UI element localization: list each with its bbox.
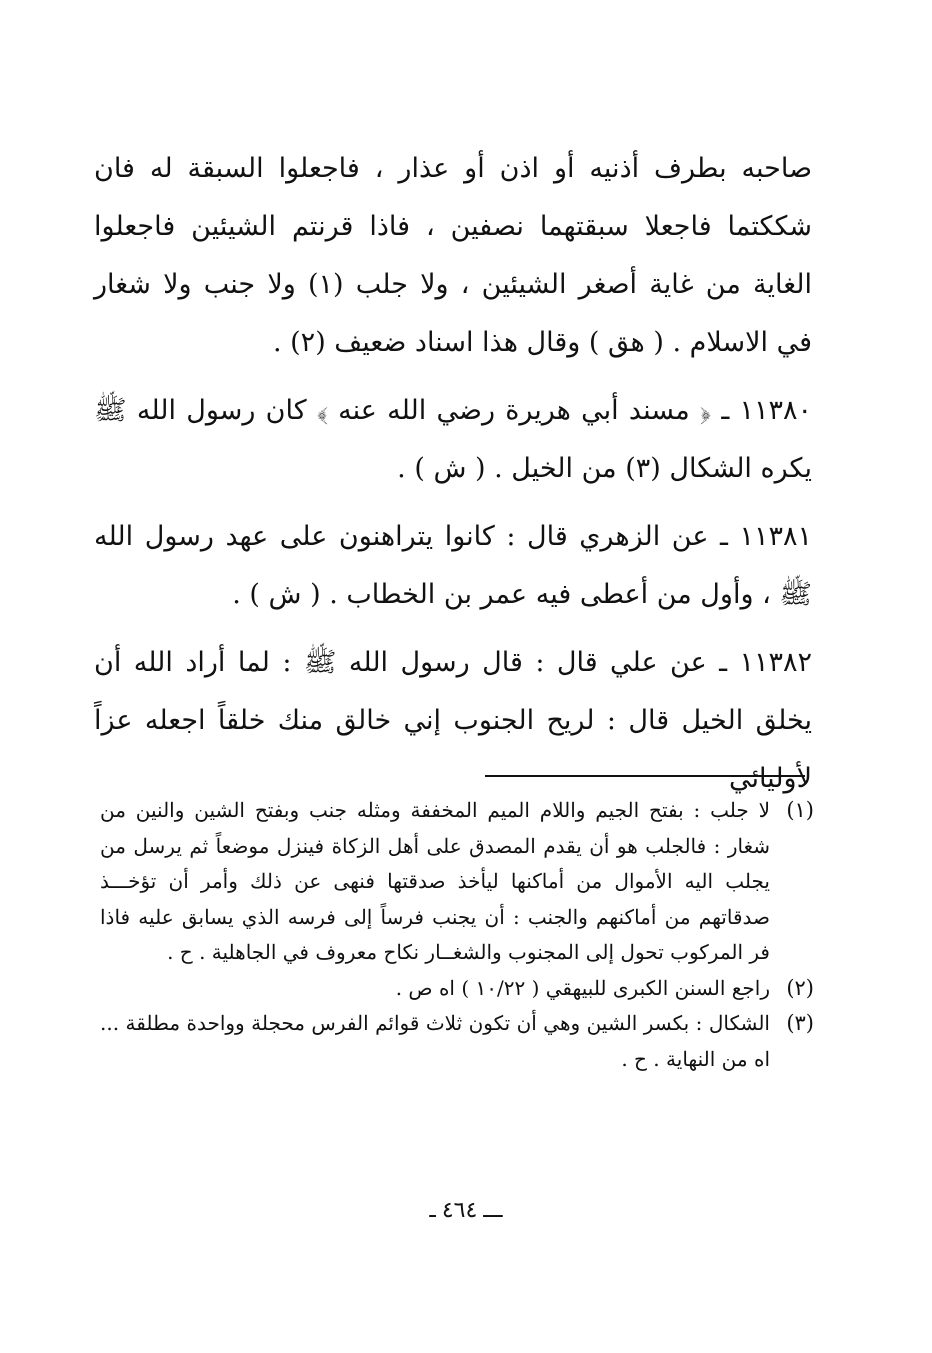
footnote-text: لا جلب : بفتح الجيم واللام الميم المخففة ومثله جنب وبفتح الشين والنين من شغار : فالجلب هو أن يقدم المصدق على أهل الزكاة فينزل موضعاً ثم يرسل من يجلب اليه الأموال من أماكنها ليأخذ صدقتها فنهى عن ذلك وأمر أن تؤخـــذ صدقاتهم من أماكنهم والجنب : أن يجنب فرساً إلى فرسه الذي يسابق عليه فاذا فر المركوب تحول إلى المجنوب والشغــار نكاح معروف في الجاهلية . ح . bbox=[100, 798, 770, 964]
hadith-11382: ١١٣٨٢ ـ عن علي قال : قال رسول الله ﷺ : لما أراد الله أن يخلق الخيل قال : لريح الجنوب إني خالق منك خلقاً اجعله عزاً لأوليائي bbox=[94, 647, 812, 794]
footnotes bbox=[100, 793, 814, 1077]
footnote-text: الشكال : بكسر الشين وهي أن تكون ثلاث قوائم الفرس محجلة وواحدة مطلقة ... اه من النهاية . ح . bbox=[100, 1011, 770, 1071]
footnote-number: (١) bbox=[786, 798, 814, 822]
hadith-11380: ١١٣٨٠ ـ ﴿ مسند أبي هريرة رضي الله عنه ﴾ كان رسول الله ﷺ يكره الشكال (٣) من الخيل . ( ش ) . bbox=[94, 395, 812, 484]
main-text-body bbox=[94, 140, 812, 818]
footnote-3 bbox=[100, 1006, 814, 1077]
footnote-2 bbox=[100, 971, 814, 1007]
page-number-dash: ـــ bbox=[483, 1198, 503, 1223]
page-number bbox=[0, 1198, 932, 1223]
page-number-value: ٤٦٤ bbox=[441, 1198, 478, 1223]
footnote-1 bbox=[100, 793, 814, 971]
footnote-text: راجع السنن الكبرى للبيهقي ( ١٠/٢٢ ) اه ص . bbox=[395, 975, 770, 1000]
hadith-11381: ١١٣٨١ ـ عن الزهري قال : كانوا يتراهنون على عهد رسول الله ﷺ ، وأول من أعطى فيه عمر بن الخطاب . ( ش ) . bbox=[94, 521, 812, 610]
footnote-number: (٣) bbox=[786, 1011, 814, 1035]
page-number-dash: ـ bbox=[429, 1198, 436, 1223]
paragraph-continuation: صاحبه بطرف أذنيه أو اذن أو عذار ، فاجعلوا السبقة له فان شككتما فاجعلا سبقتهما نصفين ، فاذا قرنتم الشيئين فاجعلوا الغاية من غاية أصغر الشيئين ، ولا جلب (١) ولا جنب ولا شغار في الاسلام . ( هق ) وقال هذا اسناد ضعيف (٢) . bbox=[94, 153, 812, 358]
footnote-number: (٢) bbox=[786, 975, 814, 1000]
footnote-separator bbox=[485, 775, 805, 777]
